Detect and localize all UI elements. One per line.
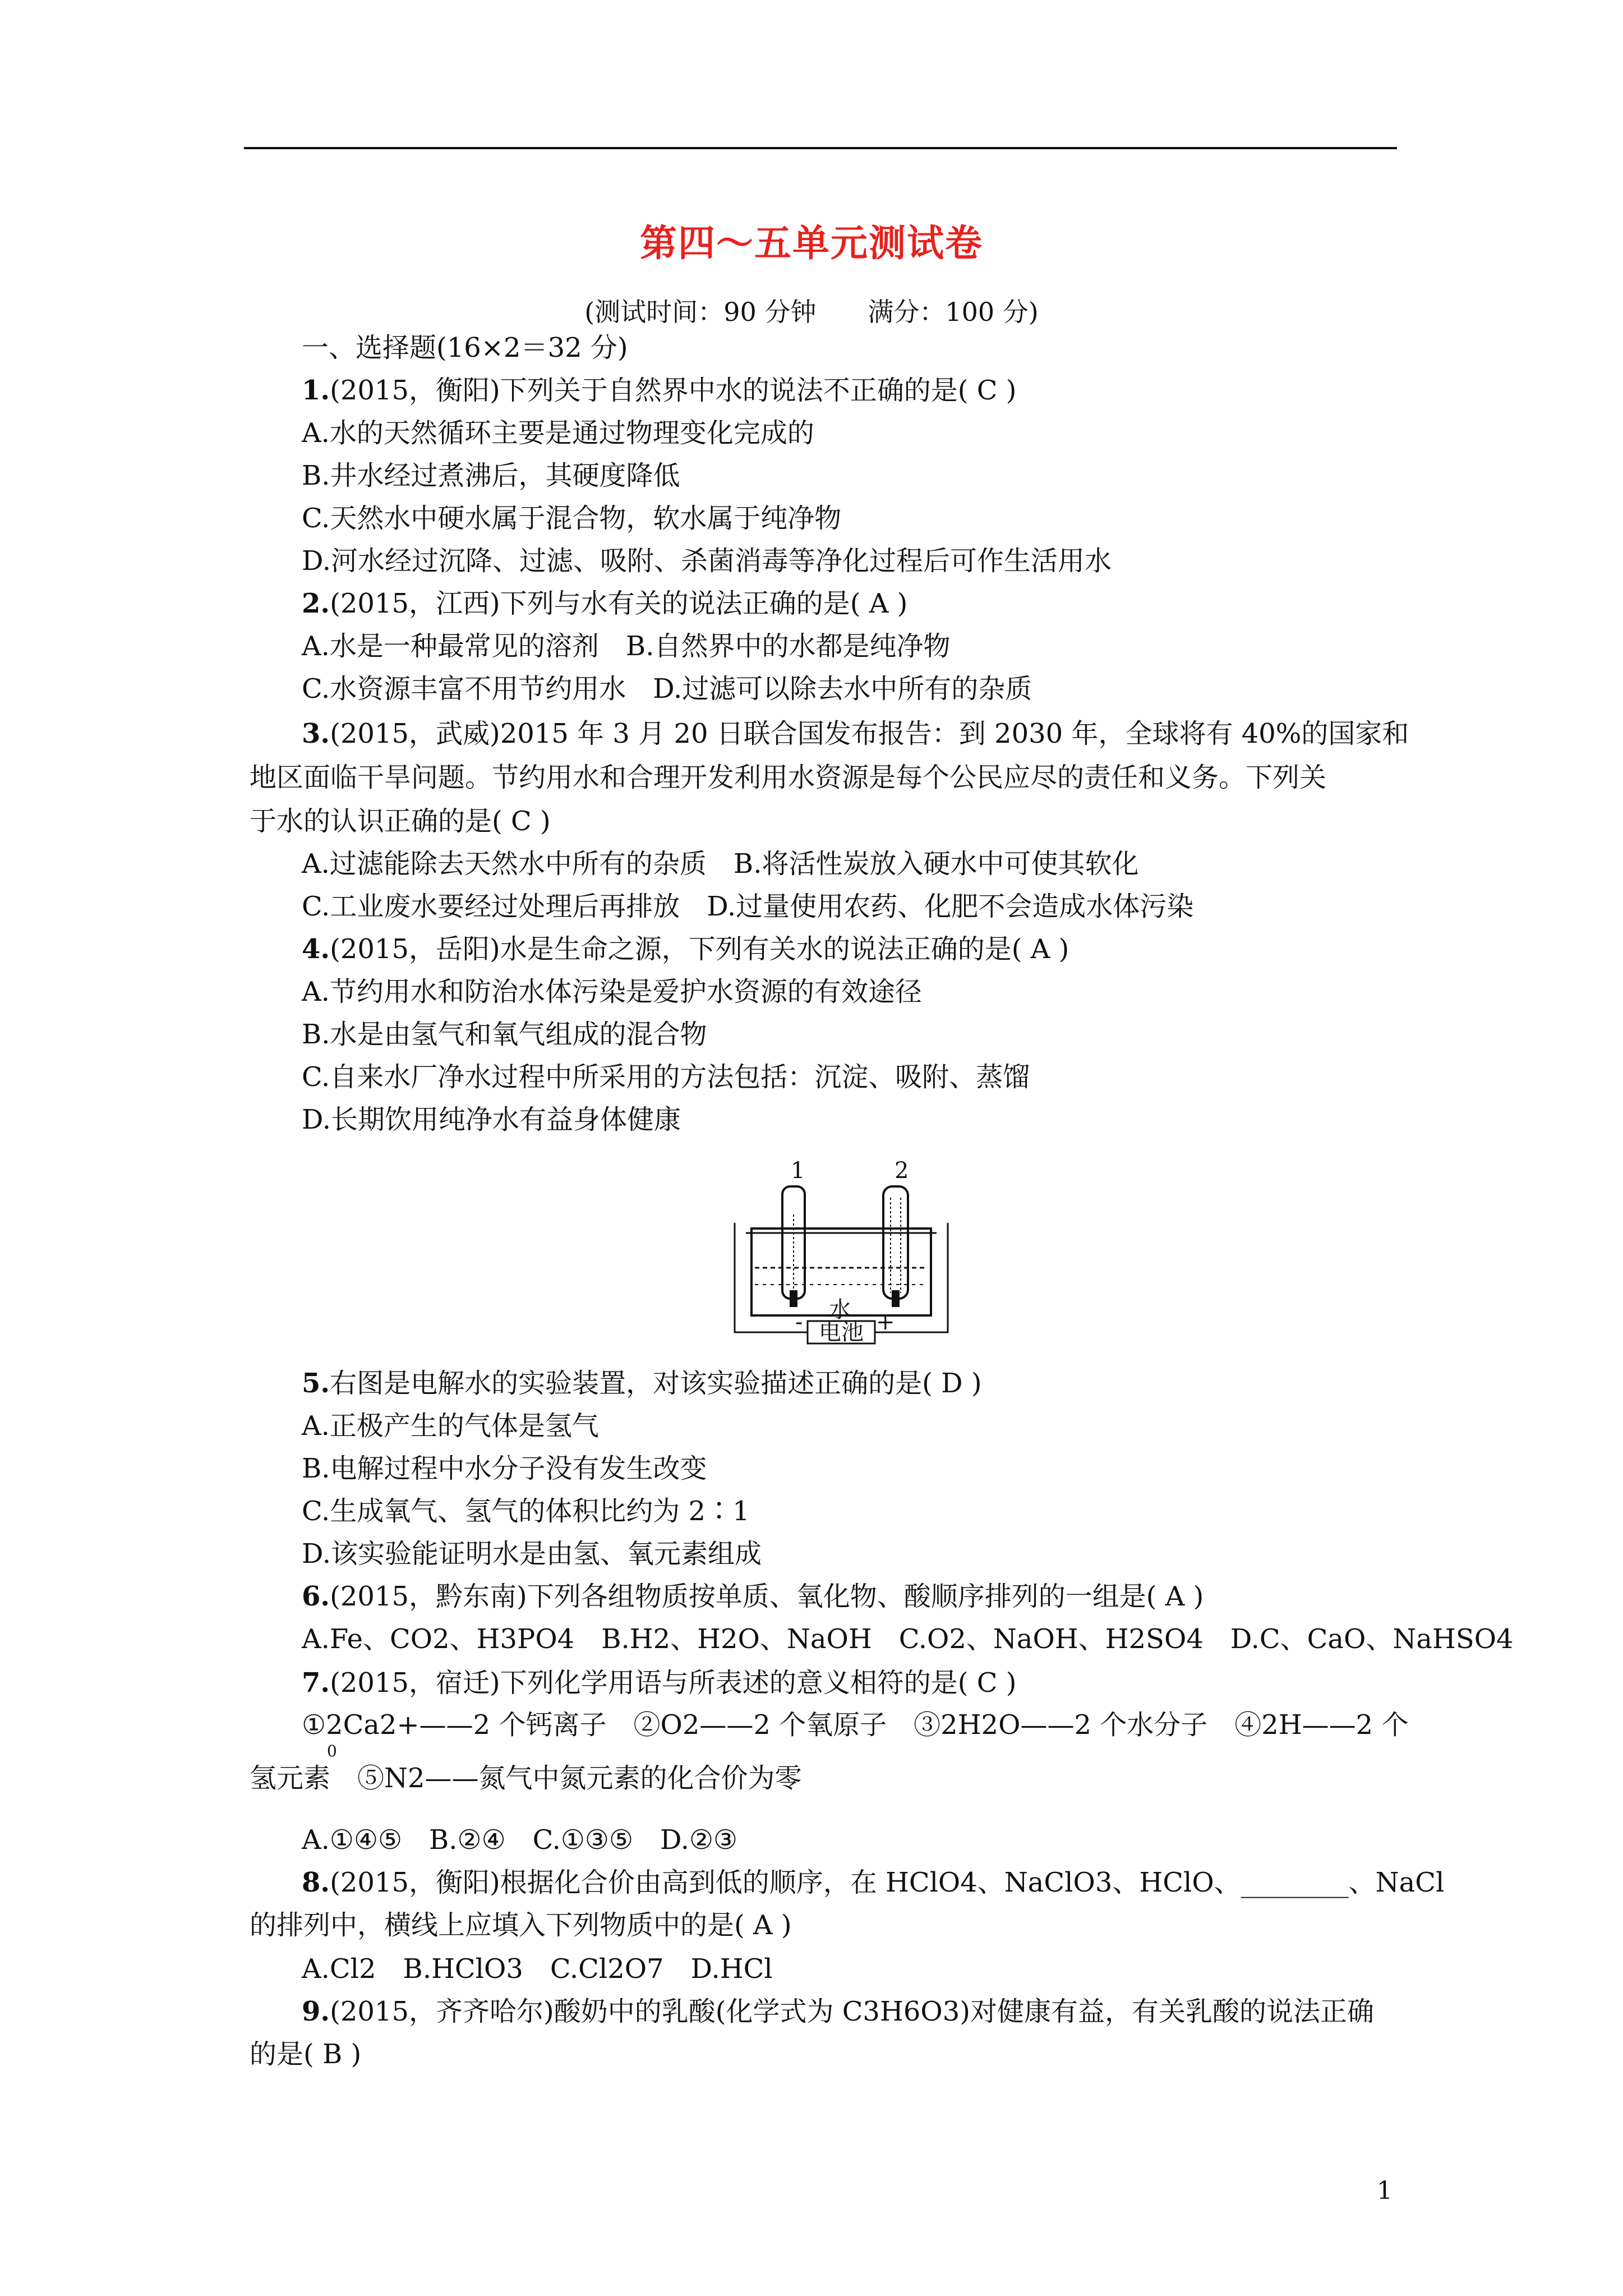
electrolysis-apparatus-figure: [723, 1156, 959, 1346]
question-9: [302, 1995, 1374, 2028]
option-a: A.正极产生的气体是氢气: [302, 1410, 599, 1442]
question-1: [302, 374, 1016, 407]
header-rule: [244, 147, 1397, 149]
positive-terminal-label: +: [876, 1309, 895, 1335]
question-3: [302, 717, 1409, 751]
question-5: [302, 1366, 982, 1400]
option-b: B.井水经过煮沸后，其硬度降低: [302, 460, 680, 491]
question-stem: (2015，武威)2015 年 3 月 20 日联合国发布报告：到 2030 年，全球将有 40%的国家和: [330, 718, 1409, 749]
question-8: [302, 1866, 1444, 1899]
option-a: A.水的天然循环主要是通过物理变化完成的: [302, 417, 814, 449]
negative-terminal-label: -: [795, 1309, 803, 1335]
option-a: A.节约用水和防治水体污染是爱护水资源的有效途径: [302, 976, 922, 1007]
question-stem: (2015，江西)下列与水有关的说法正确的是( A ): [330, 588, 908, 619]
electrode-negative: [790, 1290, 797, 1307]
question-stem: (2015，宿迁)下列化学用语与所表述的意义相符的是( C ): [330, 1667, 1017, 1699]
question-stem: (2015，衡阳)根据化合价由高到低的顺序，在 HClO4、NaClO3、HClO、________、NaCl: [330, 1867, 1445, 1898]
question-number: 1.: [302, 375, 330, 406]
options-cd: C.水资源丰富不用节约用水 D.过滤可以除去水中所有的杂质: [302, 673, 1032, 705]
test-tube-2: [883, 1186, 908, 1299]
page-number: 1: [1377, 2177, 1393, 2205]
question-number: 7.: [302, 1667, 330, 1699]
question-number: 9.: [302, 1996, 330, 2027]
electrode-positive: [892, 1290, 900, 1307]
symbol-list-line1: ①2Ca2+——2 个钙离子 ②O2——2 个氧原子 ③2H2O——2 个水分子 ④2H——2 个: [302, 1709, 1409, 1741]
question-stem: (2015，岳阳)水是生命之源，下列有关水的说法正确的是( A ): [330, 933, 1069, 965]
option-b: B.电解过程中水分子没有发生改变: [302, 1453, 707, 1484]
valence-zero-mark: 0: [327, 1742, 337, 1760]
question-number: 3.: [302, 718, 330, 749]
question-2: [302, 587, 907, 620]
symbol-list-line2: 氢元素 ⑤N2——氮气中氮元素的化合价为零: [250, 1763, 802, 1794]
options-ab: A.水是一种最常见的溶剂 B.自然界中的水都是纯净物: [302, 631, 951, 662]
option-c: C.天然水中硬水属于混合物，软水属于纯净物: [302, 503, 842, 534]
battery-label: 电池: [819, 1319, 864, 1345]
section-heading: 一、选择题(16×2＝32 分): [302, 332, 628, 364]
option-b: B.水是由氢气和氧气组成的混合物: [302, 1019, 707, 1050]
tube-1-label: 1: [791, 1158, 805, 1184]
question-stem-cont: 的排列中，横线上应填入下列物质中的是( A ): [250, 1910, 792, 1941]
option-d: D.该实验能证明水是由氢、氧元素组成: [302, 1538, 762, 1570]
option-c: C.生成氧气、氢气的体积比约为 2∶1: [302, 1496, 750, 1527]
option-d: D.河水经过沉降、过滤、吸附、杀菌消毒等净化过程后可作生活用水: [302, 545, 1112, 577]
options-line: A.Cl2 B.HClO3 C.Cl2O7 D.HCl: [302, 1953, 773, 1985]
question-number: 5.: [302, 1368, 330, 1399]
question-stem: 右图是电解水的实验装置，对该实验描述正确的是( D ): [330, 1368, 982, 1399]
tube-2-label: 2: [895, 1158, 909, 1184]
options-line: A.①④⑤ B.②④ C.①③⑤ D.②③: [302, 1824, 738, 1856]
question-stem-cont: 的是( B ): [250, 2039, 362, 2070]
options-line: A.Fe、CO2、H3PO4 B.H2、H2O、NaOH C.O2、NaOH、H2SO4 D.C、CaO、NaHSO4: [302, 1623, 1514, 1655]
option-c: C.自来水厂净水过程中所采用的方法包括：沉淀、吸附、蒸馏: [302, 1061, 1030, 1093]
test-info: (测试时间：90 分钟 满分：100 分): [584, 297, 1039, 327]
water-label: 水: [829, 1297, 851, 1323]
question-6: [302, 1580, 1204, 1613]
page-title: 第四～五单元测试卷: [640, 221, 983, 265]
question-stem: (2015，黔东南)下列各组物质按单质、氧化物、酸顺序排列的一组是( A ): [330, 1581, 1204, 1612]
question-number: 4.: [302, 933, 330, 965]
options-cd: C.工业废水要经过处理后再排放 D.过量使用农药、化肥不会造成水体污染: [302, 891, 1194, 922]
question-7: [302, 1666, 1016, 1700]
question-stem: (2015，齐齐哈尔)酸奶中的乳酸(化学式为 C3H6O3)对健康有益，有关乳酸的说法正确: [330, 1996, 1374, 2027]
question-stem: (2015，衡阳)下列关于自然界中水的说法不正确的是( C ): [330, 375, 1017, 406]
question-number: 8.: [302, 1867, 330, 1898]
question-number: 2.: [302, 588, 330, 619]
options-ab: A.过滤能除去天然水中所有的杂质 B.将活性炭放入硬水中可使其软化: [302, 848, 1139, 880]
option-d: D.长期饮用纯净水有益身体健康: [302, 1104, 681, 1135]
question-number: 6.: [302, 1581, 330, 1612]
question-4: [302, 932, 1069, 966]
question-stem-cont: 地区面临干旱问题。节约用水和合理开发利用水资源是每个公民应尽的责任和义务。下列关: [250, 762, 1327, 793]
question-stem-cont: 于水的认识正确的是( C ): [250, 806, 551, 837]
